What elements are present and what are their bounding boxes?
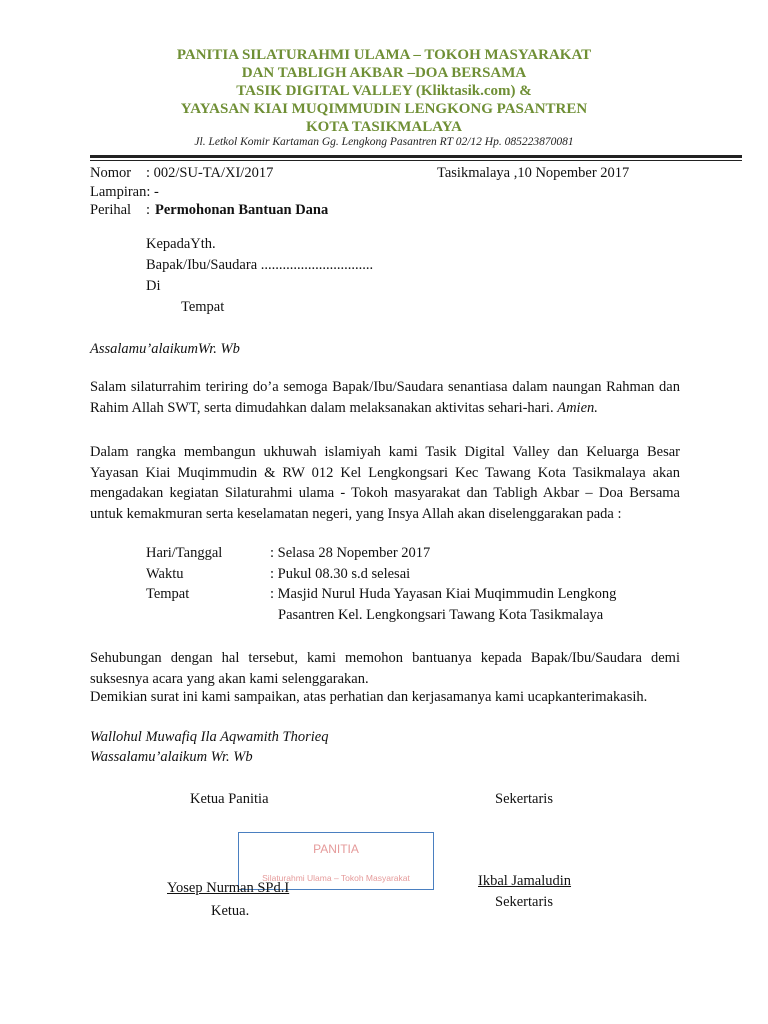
letterhead-divider-thick — [90, 155, 742, 158]
stamp-title: PANITIA — [313, 842, 359, 856]
event-place-label: Tempat — [146, 586, 190, 602]
recipient-line-2: Bapak/Ibu/Saudara ............................... — [146, 257, 374, 273]
recipient-line-1: KepadaYth. — [146, 236, 216, 252]
letterhead-line-3: TASIK DIGITAL VALLEY (Kliktasik.com) & — [236, 83, 532, 99]
place-date: Tasikmalaya ,10 Nopember 2017 — [437, 165, 630, 181]
recipient-line-3: Di — [146, 278, 161, 294]
event-place-value-1: : Masjid Nurul Huda Yayasan Kiai Muqimmudin Lengkong — [270, 586, 617, 602]
stamp-subtitle: Silaturahmi Ulama – Tokoh Masyarakat — [262, 873, 410, 883]
signature-right-title: Sekertaris — [495, 791, 553, 807]
letterhead-address: Jl. Letkol Komir Kartaman Gg. Lengkong Pasantren RT 02/12 Hp. 085223870081 — [194, 136, 574, 148]
nomor-label: Nomor — [90, 165, 132, 181]
perihal-colon: : — [146, 202, 151, 218]
paragraph-event-intro: Dalam rangka membangun ukhuwah islamiyah kami Tasik Digital Valley dan Keluarga Besar Yayasan Kiai Muqimmudin & RW 012 Kel Lengkongsari Kec Tawang Kota Tasikmalaya akan mengadakan kegiatan Silaturahmi ulama - Tokoh masyarakat dan Tabligh Akbar – Doa Bersama untuk kemakmuran serta keselamatan negeri, yang Insya Allah akan diselenggarakan pada : — [90, 444, 680, 522]
lampiran: Lampiran: - — [90, 184, 159, 200]
closing-line-2: Wassalamu’alaikum Wr. Wb — [90, 749, 253, 765]
event-time-label: Waktu — [146, 566, 184, 582]
perihal-value: Permohonan Bantuan Dana — [155, 202, 329, 218]
signature-right-name: Ikbal Jamaludin — [478, 873, 572, 889]
greeting: Assalamu’alaikumWr. Wb — [90, 341, 240, 357]
paragraph-opening-text: Salam silaturrahim teriring do’a semoga Bapak/Ibu/Saudara senantiasa dalam naungan Rahman dan Rahim Allah SWT, serta dimudahkan dalam melaksanakan aktivitas sehari-hari. — [90, 379, 680, 416]
signature-left-role: Ketua. — [211, 903, 250, 919]
nomor-value: : 002/SU-TA/XI/2017 — [146, 165, 274, 181]
signature-right-role: Sekertaris — [495, 894, 553, 910]
paragraph-opening-amien: Amien. — [557, 399, 598, 416]
letterhead-line-2: DAN TABLIGH AKBAR –DOA BERSAMA — [241, 65, 527, 81]
perihal-label: Perihal — [90, 202, 132, 218]
paragraph-request: Sehubungan dengan hal tersebut, kami memohon bantuanya kepada Bapak/Ibu/Saudara demi suksesnya acara yang akan kami selenggarakan. — [90, 650, 680, 687]
paragraph-thanks: Demikian surat ini kami sampaikan, atas perhatian dan kerjasamanya kami ucapkanterimakasih. — [90, 689, 648, 705]
event-day-value: : Selasa 28 Nopember 2017 — [270, 545, 431, 561]
letterhead-divider-thin — [90, 160, 742, 161]
event-place-value-2: Pasantren Kel. Lengkongsari Tawang Kota Tasikmalaya — [278, 607, 604, 623]
signature-left-title: Ketua Panitia — [190, 791, 269, 807]
letterhead-line-1: PANITIA SILATURAHMI ULAMA – TOKOH MASYARAKAT — [176, 47, 592, 63]
letterhead-line-4: YAYASAN KIAI MUQIMMUDIN LENGKONG PASANTREN — [180, 101, 588, 117]
letterhead-line-5: KOTA TASIKMALAYA — [305, 119, 463, 135]
recipient-line-4: Tempat — [181, 299, 225, 315]
event-time-value: : Pukul 08.30 s.d selesai — [270, 566, 411, 582]
signature-left-name: Yosep Nurman SPd.I — [167, 880, 290, 896]
event-day-label: Hari/Tanggal — [146, 545, 223, 561]
closing-line-1: Wallohul Muwafiq Ila Aqwamith Thorieq — [90, 729, 329, 745]
paragraph-opening — [90, 377, 680, 418]
